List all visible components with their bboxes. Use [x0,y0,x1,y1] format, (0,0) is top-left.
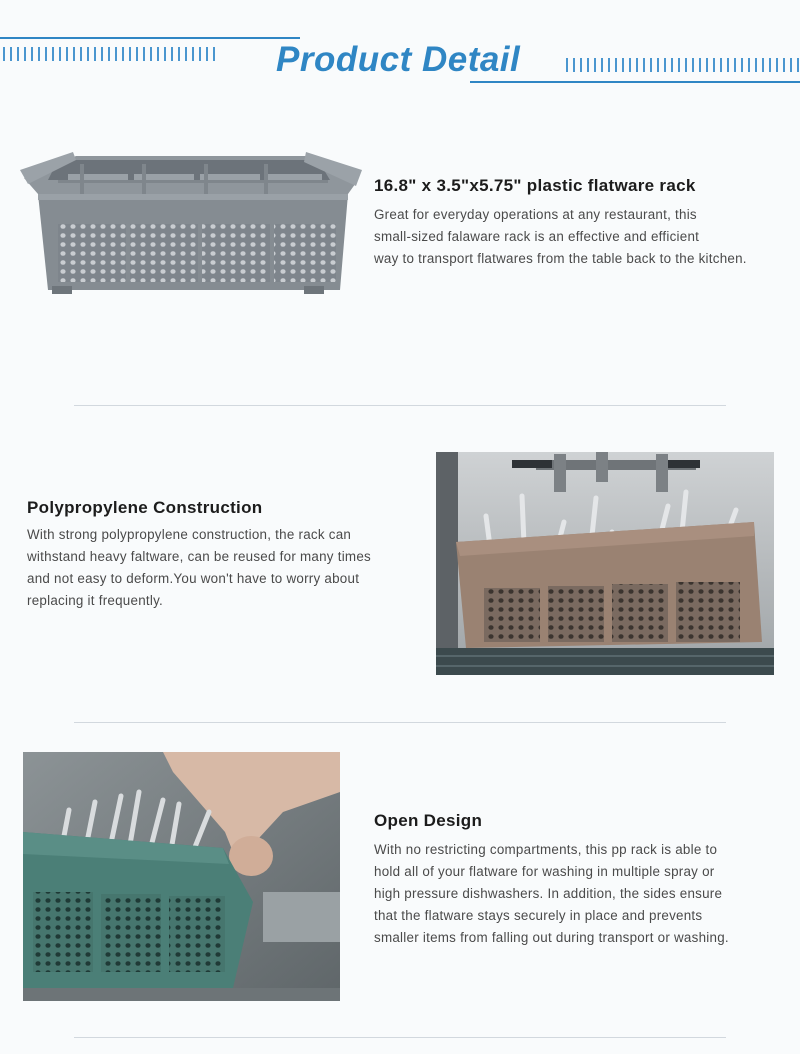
section-2-line: With strong polypropylene construction, the rack can [27,527,352,542]
divider [74,405,726,406]
section-2-line: withstand heavy faltware, can be reused for many times [27,549,371,564]
header-right-line [470,81,800,83]
section-1-body [374,204,747,270]
section-3-line: smaller items from falling out during transport or washing. [374,930,729,945]
section-3-line: high pressure dishwashers. In addition, the sides ensure [374,886,723,901]
divider [74,1037,726,1038]
section-3-body [374,839,729,949]
divider [74,722,726,723]
section-1-line: way to transport flatwares from the table back to the kitchen. [374,251,747,266]
header-right-ticks [566,58,800,72]
green-rack-hand-carry-photo [23,752,340,1001]
gray-flatware-rack-photo [18,150,364,300]
section-3-title: Open Design [374,811,483,830]
section-3-line: With no restricting compartments, this pp rack is able to [374,842,718,857]
section-3-line: that the flatware stays securely in place and prevents [374,908,703,923]
section-1-line: small-sized falaware rack is an effective and efficient [374,229,700,244]
header-left-line [0,37,300,39]
section-3-line: hold all of your flatware for washing in multiple spray or [374,864,715,879]
section-2-body [27,524,371,612]
header-left-ticks [3,47,217,61]
section-2-line: replacing it frequently. [27,593,164,608]
section-2-line: and not easy to deform.You won't have to worry about [27,571,360,586]
section-2-title: Polypropylene Construction [27,498,263,517]
page-title: Product Detail [276,40,521,79]
brown-rack-under-faucet-photo [436,452,774,675]
section-1-line: Great for everyday operations at any restaurant, this [374,207,697,222]
section-1-title: 16.8" x 3.5"x5.75" plastic flatware rack [374,176,696,195]
